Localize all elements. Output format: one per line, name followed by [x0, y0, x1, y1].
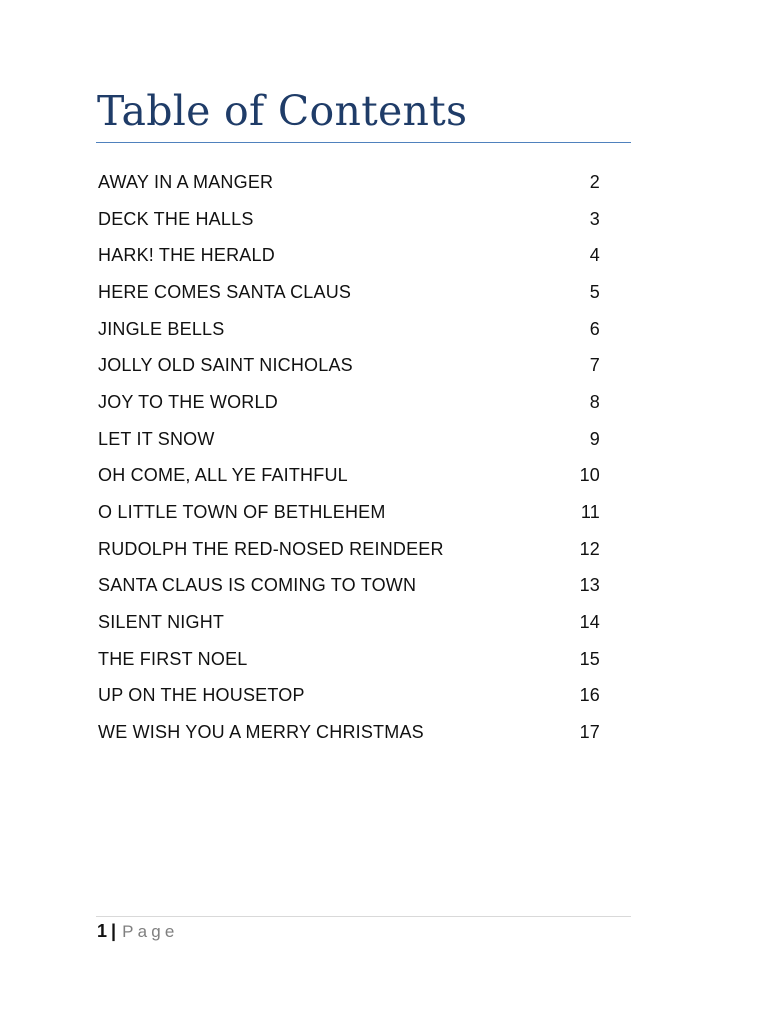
toc-entry-page: 8 [589, 391, 600, 412]
toc-entry[interactable] [98, 604, 600, 641]
toc-entry-page: 7 [589, 355, 600, 376]
toc-entry-title: OH COME, ALL YE FAITHFUL [98, 465, 348, 486]
toc-entry[interactable] [98, 641, 600, 678]
footer-page-number: 1 [97, 921, 108, 941]
toc-entry-title: RUDOLPH THE RED-NOSED REINDEER [98, 538, 444, 559]
toc-entry-title: SILENT NIGHT [98, 612, 225, 633]
toc-entry-page: 14 [579, 612, 600, 633]
toc-entry[interactable] [98, 531, 600, 568]
toc-list [98, 164, 600, 751]
footer-page-label: Page [122, 922, 179, 941]
toc-entry-title: JOLLY OLD SAINT NICHOLAS [98, 355, 353, 376]
toc-entry[interactable] [98, 274, 600, 311]
toc-entry[interactable] [98, 347, 600, 384]
toc-entry-title: AWAY IN A MANGER [98, 171, 274, 192]
toc-entry[interactable] [98, 568, 600, 605]
toc-entry-page: 5 [589, 281, 600, 302]
toc-entry-title: THE FIRST NOEL [98, 648, 248, 669]
toc-entry-title: WE WISH YOU A MERRY CHRISTMAS [98, 722, 424, 743]
toc-entry-page: 12 [579, 538, 600, 559]
toc-entry[interactable] [98, 384, 600, 421]
footer-separator: | [111, 921, 117, 941]
toc-entry[interactable] [98, 678, 600, 715]
toc-entry[interactable] [98, 201, 600, 238]
footer-divider [96, 916, 631, 917]
toc-entry-page: 13 [579, 575, 600, 596]
toc-entry-page: 17 [579, 722, 600, 743]
toc-entry[interactable] [98, 494, 600, 531]
toc-entry-page: 9 [589, 428, 600, 449]
toc-entry-title: JOY TO THE WORLD [98, 391, 278, 412]
toc-entry[interactable] [98, 458, 600, 495]
toc-entry-page: 3 [589, 208, 600, 229]
toc-entry-page: 6 [589, 318, 600, 339]
toc-entry-page: 16 [579, 685, 600, 706]
toc-entry-page: 2 [589, 171, 600, 192]
toc-entry-title: DECK THE HALLS [98, 208, 254, 229]
toc-entry-page: 15 [579, 648, 600, 669]
toc-entry-title: SANTA CLAUS IS COMING TO TOWN [98, 575, 417, 596]
toc-entry-title: HERE COMES SANTA CLAUS [98, 281, 352, 302]
toc-entry-title: HARK! THE HERALD [98, 245, 275, 266]
page-footer [97, 919, 179, 944]
toc-entry-page: 11 [580, 502, 600, 523]
toc-entry-title: LET IT SNOW [98, 428, 215, 449]
title-underline [96, 142, 631, 143]
toc-entry[interactable] [98, 714, 600, 751]
toc-entry[interactable] [98, 237, 600, 274]
toc-entry-page: 10 [579, 465, 600, 486]
toc-entry-title: JINGLE BELLS [98, 318, 225, 339]
toc-entry-page: 4 [589, 245, 600, 266]
toc-entry-title: UP ON THE HOUSETOP [98, 685, 305, 706]
toc-entry[interactable] [98, 311, 600, 348]
toc-entry[interactable] [98, 164, 600, 201]
toc-entry-title: O LITTLE TOWN OF BETHLEHEM [98, 502, 386, 523]
page-title: Table of Contents [97, 87, 468, 135]
toc-entry[interactable] [98, 421, 600, 458]
